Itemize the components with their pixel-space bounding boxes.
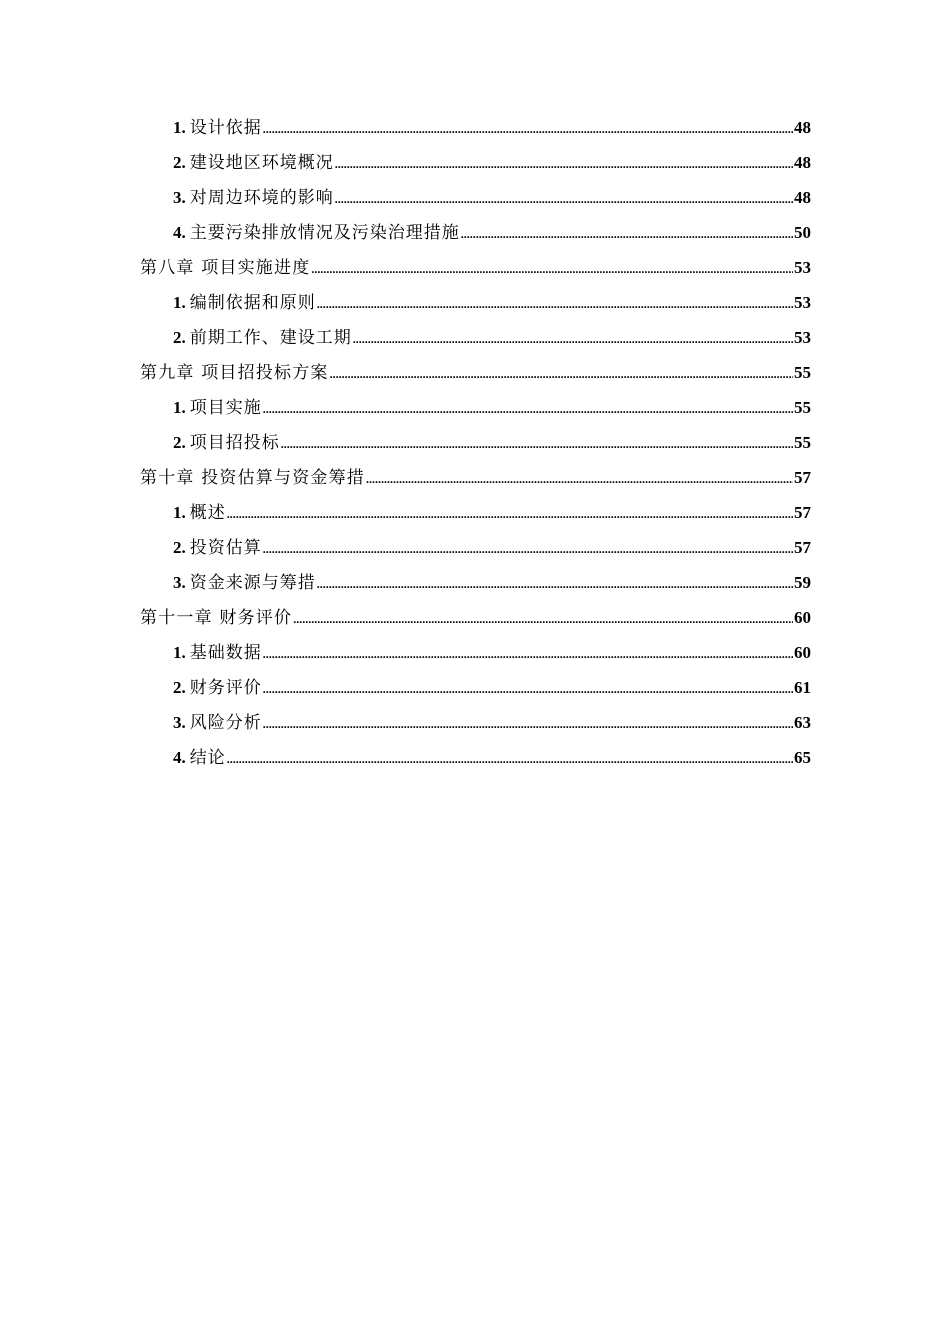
toc-entry-title	[173, 670, 262, 706]
toc-entry-title	[173, 705, 262, 741]
toc-entry-title	[173, 320, 352, 356]
toc-dot-leader	[263, 707, 793, 742]
toc-entry-title	[173, 145, 334, 181]
toc-page-number: 48	[794, 153, 811, 172]
toc-dot-leader	[311, 252, 793, 287]
toc-entry-number: 1.	[173, 503, 186, 522]
toc-dot-leader	[330, 357, 793, 392]
toc-entry-text: 结论	[189, 748, 226, 768]
toc-entry-text: 主要污染排放情况及污染治理措施	[189, 223, 460, 243]
toc-entry-title	[140, 251, 310, 286]
toc-entry-title	[173, 495, 226, 531]
toc-entry-title	[173, 565, 316, 601]
toc-dot-leader	[366, 462, 793, 497]
toc-entry-number: 1.	[173, 293, 186, 312]
toc-entry[interactable]	[140, 530, 811, 565]
toc-entry-number: 1.	[173, 118, 186, 137]
toc-chapter-entry[interactable]	[140, 250, 811, 285]
toc-chapter-text: 第九章 项目招投标方案	[140, 363, 329, 383]
toc-entry-number: 2.	[173, 433, 186, 452]
toc-dot-leader	[335, 182, 793, 217]
table-of-contents	[140, 110, 811, 775]
toc-entry[interactable]	[140, 635, 811, 670]
toc-entry[interactable]	[140, 565, 811, 600]
toc-entry-text: 财务评价	[189, 678, 262, 698]
toc-dot-leader	[263, 672, 793, 707]
toc-entry-number: 2.	[173, 153, 186, 172]
toc-entry[interactable]	[140, 705, 811, 740]
toc-entry[interactable]	[140, 180, 811, 215]
toc-page-number: 61	[794, 678, 811, 697]
toc-dot-leader	[263, 637, 793, 672]
toc-dot-leader	[317, 287, 793, 322]
toc-chapter-text: 第八章 项目实施进度	[140, 258, 311, 278]
toc-entry-title	[173, 635, 262, 671]
toc-entry[interactable]	[140, 215, 811, 250]
toc-entry-text: 前期工作、建设工期	[189, 328, 352, 348]
toc-dot-leader	[227, 497, 793, 532]
toc-page-number: 55	[794, 433, 811, 452]
toc-page-number: 57	[794, 503, 811, 522]
toc-dot-leader	[461, 217, 793, 252]
toc-entry-number: 2.	[173, 328, 186, 347]
toc-entry-number: 3.	[173, 573, 186, 592]
toc-entry[interactable]	[140, 740, 811, 775]
toc-entry-text: 投资估算	[189, 538, 262, 558]
toc-page-number: 55	[794, 398, 811, 417]
toc-entry-number: 2.	[173, 678, 186, 697]
toc-entry[interactable]	[140, 110, 811, 145]
toc-dot-leader	[263, 392, 793, 427]
toc-entry-title	[140, 601, 292, 636]
toc-page-number: 53	[794, 258, 811, 277]
toc-entry[interactable]	[140, 495, 811, 530]
toc-entry-title	[173, 110, 262, 146]
toc-dot-leader	[227, 742, 793, 777]
toc-entry-number: 1.	[173, 643, 186, 662]
toc-entry-number: 3.	[173, 188, 186, 207]
toc-entry-text: 项目实施	[189, 398, 262, 418]
toc-entry[interactable]	[140, 320, 811, 355]
toc-entry-text: 基础数据	[189, 643, 262, 663]
toc-dot-leader	[353, 322, 793, 357]
toc-page-number: 55	[794, 363, 811, 382]
toc-entry-text: 建设地区环境概况	[189, 153, 334, 173]
toc-dot-leader	[317, 567, 793, 602]
toc-entry-text: 项目招投标	[189, 433, 280, 453]
toc-entry-title	[173, 740, 226, 776]
toc-entry-title	[173, 425, 280, 461]
toc-page-number: 65	[794, 748, 811, 767]
toc-chapter-text: 第十章 投资估算与资金筹措	[140, 468, 366, 488]
toc-page-number: 53	[794, 293, 811, 312]
toc-entry-title	[173, 285, 316, 321]
toc-entry-number: 1.	[173, 398, 186, 417]
toc-entry[interactable]	[140, 390, 811, 425]
toc-entry[interactable]	[140, 670, 811, 705]
toc-page-number: 53	[794, 328, 811, 347]
toc-chapter-entry[interactable]	[140, 355, 811, 390]
toc-dot-leader	[281, 427, 793, 462]
toc-chapter-text: 第十一章 财务评价	[140, 608, 293, 628]
toc-entry-text: 设计依据	[189, 118, 262, 138]
toc-entry-title	[140, 461, 365, 496]
toc-entry-title	[173, 180, 334, 216]
toc-entry-number: 4.	[173, 748, 186, 767]
toc-entry-number: 2.	[173, 538, 186, 557]
toc-entry-text: 编制依据和原则	[189, 293, 316, 313]
toc-entry-text: 风险分析	[189, 713, 262, 733]
toc-chapter-entry[interactable]	[140, 460, 811, 495]
toc-page-number: 57	[794, 538, 811, 557]
toc-entry-title	[173, 215, 460, 251]
toc-page-number: 48	[794, 188, 811, 207]
toc-entry-text: 对周边环境的影响	[189, 188, 334, 208]
toc-dot-leader	[293, 602, 793, 637]
toc-entry[interactable]	[140, 145, 811, 180]
toc-page-number: 63	[794, 713, 811, 732]
toc-entry-text: 概述	[189, 503, 226, 523]
toc-dot-leader	[335, 147, 793, 182]
toc-entry-title	[173, 390, 262, 426]
toc-page-number: 48	[794, 118, 811, 137]
toc-entry-number: 3.	[173, 713, 186, 732]
toc-page-number: 60	[794, 643, 811, 662]
toc-dot-leader	[263, 112, 793, 147]
toc-entry-title	[140, 356, 329, 391]
toc-entry-number: 4.	[173, 223, 186, 242]
toc-entry-title	[173, 530, 262, 566]
toc-page-number: 59	[794, 573, 811, 592]
toc-chapter-entry[interactable]	[140, 600, 811, 635]
toc-entry-text: 资金来源与筹措	[189, 573, 316, 593]
toc-page-number: 50	[794, 223, 811, 242]
toc-entry[interactable]	[140, 285, 811, 320]
toc-page-number: 60	[794, 608, 811, 627]
toc-page-number: 57	[794, 468, 811, 487]
toc-entry[interactable]	[140, 425, 811, 460]
toc-dot-leader	[263, 532, 793, 567]
